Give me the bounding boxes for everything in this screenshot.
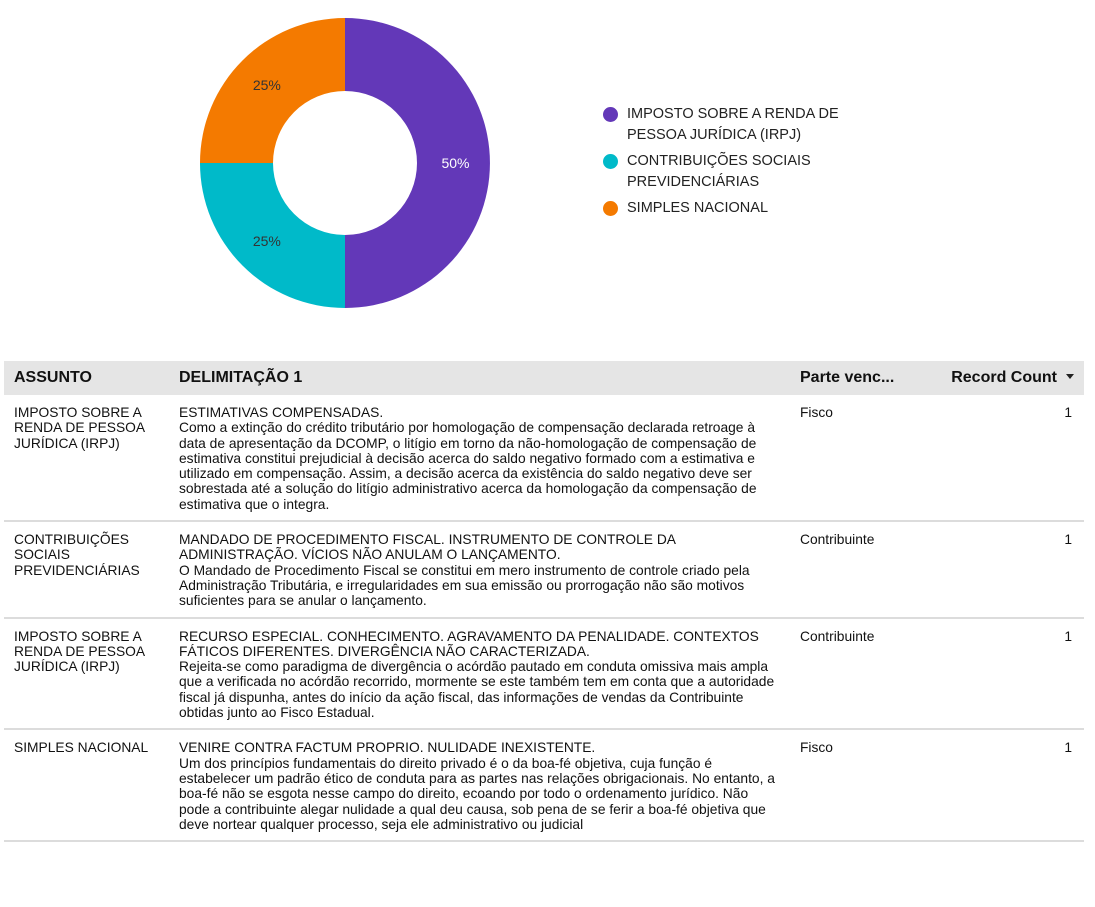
cell-record-count: 1 [922,521,1084,617]
slice-label-simples: 25% [252,76,281,93]
cell-record-count: 1 [922,618,1084,730]
cell-parte: Contribuinte [790,521,922,617]
header-delimitacao[interactable]: DELIMITAÇÃO 1 [169,361,790,395]
legend-item-simples[interactable] [603,198,883,219]
slice-label-contribuicoes: 25% [252,233,281,250]
legend-item-irpj[interactable] [603,104,883,146]
cell-delimitacao [169,729,790,841]
cell-assunto: SIMPLES NACIONAL [4,729,169,841]
sort-descending-icon [1066,374,1074,379]
chart-area [0,0,1095,330]
data-table [4,361,1084,842]
legend-dot-irpj [603,107,618,122]
cell-delimitacao [169,618,790,730]
cell-delimitacao-title: ESTIMATIVAS COMPENSADAS. [179,405,384,420]
table-row [4,729,1084,841]
cell-assunto: IMPOSTO SOBRE A RENDA DE PESSOA JURÍDICA (IRPJ) [4,618,169,730]
cell-delimitacao-body: Como a extinção do crédito tributário por homologação de compensação declarada retroage à data de apresentação da DCOMP, o litígio em torno da não-homologação de compensação de estimativa constitui prejudicial à decisão acerca do saldo negativo formado com a estimativa e utilizado em compensação. Assim, a decisão acerca da existência do saldo negativo deve ser sobrestada até a solução do litígio administrativo acerca da homologação da compensação de estimativa que o integra. [179,420,757,512]
cell-delimitacao-title: RECURSO ESPECIAL. CONHECIMENTO. AGRAVAMENTO DA PENALIDADE. CONTEXTOS FÁTICOS DIFERENTES. DIVERGÊNCIA NÃO CARACTERIZADA. [179,628,759,659]
table-row [4,618,1084,730]
slice-label-irpj: 50% [441,155,470,171]
header-record-count-label: Record Count [951,369,1057,386]
legend-dot-contribuicoes [603,154,618,169]
legend-label-simples: SIMPLES NACIONAL [627,200,769,216]
table-row [4,521,1084,617]
legend-item-contribuicoes[interactable] [603,151,883,193]
chart-legend [603,104,883,224]
cell-delimitacao [169,395,790,521]
cell-assunto: CONTRIBUIÇÕES SOCIAIS PREVIDENCIÁRIAS [4,521,169,617]
cell-delimitacao-body: O Mandado de Procedimento Fiscal se constitui em mero instrumento de controle criado pela Administração Tributária, e irregularidades em sua emissão ou prorrogação não são motivos suficientes para se anular o lançamento. [179,562,750,609]
cell-delimitacao-title: VENIRE CONTRA FACTUM PROPRIO. NULIDADE INEXISTENTE. [179,740,596,756]
header-assunto[interactable]: ASSUNTO [4,361,169,395]
cell-delimitacao [169,521,790,617]
legend-label-contribuicoes: CONTRIBUIÇÕES SOCIAIS PREVIDENCIÁRIAS [627,153,811,190]
cell-assunto: IMPOSTO SOBRE A RENDA DE PESSOA JURÍDICA (IRPJ) [4,395,169,521]
cell-record-count: 1 [922,729,1084,841]
legend-label-irpj: IMPOSTO SOBRE A RENDA DE PESSOA JURÍDICA (IRPJ) [627,106,839,143]
donut-chart [190,8,500,318]
header-record-count[interactable] [922,361,1084,395]
cell-delimitacao-title: MANDADO DE PROCEDIMENTO FISCAL. INSTRUMENTO DE CONTROLE DA ADMINISTRAÇÃO. VÍCIOS NÃO ANULAM O LANÇAMENTO. [179,532,676,563]
cell-delimitacao-body: Um dos princípios fundamentais do direito privado é o da boa-fé objetiva, cuja função é estabelecer um padrão ético de conduta para as partes nas relações obrigacionais. No entanto, a boa-fé não se esgota nesse campo do direito, ecoando por todo o ordenamento jurídico. Não pode a contribuinte alegar nulidade a qual deu causa, sob pena de se ferir a boa-fé objetiva que deve nortear qualquer processo, seja ele administrativo ou judicial [179,755,775,832]
cell-record-count: 1 [922,395,1084,521]
cell-parte: Fisco [790,729,922,841]
cell-parte: Contribuinte [790,618,922,730]
header-parte-vencedora[interactable]: Parte venc... [790,361,922,395]
table-row [4,395,1084,521]
cell-delimitacao-body: Rejeita-se como paradigma de divergência o acórdão pautado em conduta omissiva mais ampla que a verificada no acórdão recorrido, mormente se este também tem em conta que a autoridade fiscal já dispunha, antes do início da ação fiscal, das informações de vendas da Contribuinte obtidas junto ao Fisco Estadual. [179,659,775,721]
legend-dot-simples [603,201,618,216]
cell-parte: Fisco [790,395,922,521]
table-header-row [4,361,1084,395]
